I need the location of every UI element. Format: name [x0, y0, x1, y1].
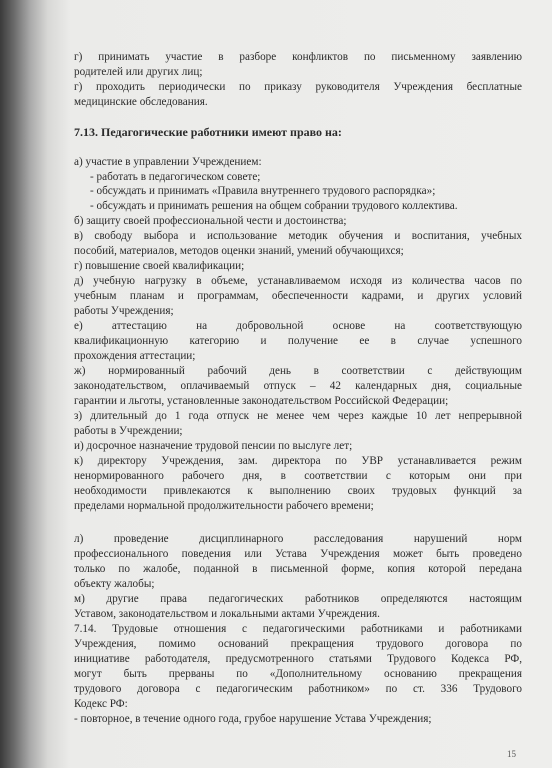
text-line: - работать в педагогическом совете; [90, 171, 261, 183]
text-line: гарантии и льготы, установленные законодательством Российской Федерации; [74, 395, 449, 407]
text-line: работы Учреждения; [74, 305, 174, 317]
text-line: пределами нормальной продолжительности рабочего времени; [74, 500, 374, 512]
text-line: Учреждения, помимо оснований прекращения трудового договора по [74, 638, 522, 650]
text-line: 7.14. Трудовые отношения с педагогическими работниками и работниками [74, 623, 522, 635]
text-line: профессионального поведения или Устава Учреждения может быть проведено [74, 548, 522, 560]
text-line: г) проходить периодически по приказу руководителя Учреждения бесплатные [74, 81, 522, 93]
text-line: ж) нормированный рабочий день в соответствии с действующим [74, 365, 522, 377]
text-line: пособий, материалов, методов оценки знаний, умений обучающихся; [74, 245, 404, 257]
text-line: работы в Учреждении; [74, 425, 183, 437]
text-line: - обсуждать и принимать «Правила внутреннего трудового распорядка»; [90, 185, 436, 197]
text-line: прохождения аттестации; [74, 350, 196, 362]
text-line: законодательством, оплачиваемый отпуск – 42 календарных дня, социальные [74, 380, 522, 392]
text-line: з) длительный до 1 года отпуск не менее чем через каждые 10 лет непрерывной [74, 410, 522, 422]
text-line: - повторное, в течение одного года, грубое нарушение Устава Учреждения; [74, 713, 432, 725]
text-line: квалификационную категорию и получение ее в случае успешного [74, 335, 522, 347]
text-line: только по жалобе, поданной в письменной форме, копия которой передана [74, 563, 522, 575]
page-number: 15 [507, 749, 516, 760]
text-line: Кодекс РФ: [74, 698, 128, 710]
text-line: г) принимать участие в разборе конфликтов по письменному заявлению [74, 51, 522, 63]
text-line: родителей или других лиц; [74, 66, 203, 78]
section-heading: 7.13. Педагогические работники имеют право на: [74, 125, 342, 139]
text-line: л) проведение дисциплинарного расследования нарушений норм [74, 533, 522, 545]
text-line: медицинские обследования. [74, 96, 208, 108]
text-line: г) повышение своей квалификации; [74, 260, 245, 272]
text-line: учебным планам и программам, обеспеченности кадрами, и других условий [74, 290, 522, 302]
text-line: м) другие права педагогических работников определяются настоящим [74, 593, 522, 605]
text-line: трудового договора с педагогическим работником» по ст. 336 Трудового [74, 683, 522, 695]
text-line: - обсуждать и принимать решения на общем собрании трудового коллектива. [90, 200, 458, 212]
text-line: д) учебную нагрузку в объеме, устанавливаемом исходя из количества часов по [74, 275, 522, 287]
text-line: в) свободу выбора и использование методик обучения и воспитания, учебных [74, 230, 522, 242]
text-line: Уставом, законодательством и локальными актами Учреждения. [74, 608, 380, 620]
text-line: и) досрочное назначение трудовой пенсии по выслуге лет; [74, 440, 353, 452]
text-line: объекту жалобы; [74, 578, 155, 590]
text-line: необходимости привлекаются к выполнению своих трудовых функций за [74, 485, 522, 497]
text-line: б) защиту своей профессиональной чести и достоинства; [74, 215, 347, 227]
text-line: инициативе работодателя, предусмотренного статьями Трудового Кодекса РФ, [74, 653, 522, 665]
document-page [74, 22, 522, 762]
text-line: к) директору Учреждения, зам. директора по УВР устанавливается режим [74, 455, 522, 467]
text-line: могут быть прерваны по «Дополнительному основанию прекращения [74, 668, 522, 680]
text-line: е) аттестацию на добровольной основе на соответствующую [74, 320, 522, 332]
text-line: ненормированного рабочего дня, в соответствии с которым они при [74, 470, 522, 482]
text-line: а) участие в управлении Учреждением: [74, 156, 262, 168]
